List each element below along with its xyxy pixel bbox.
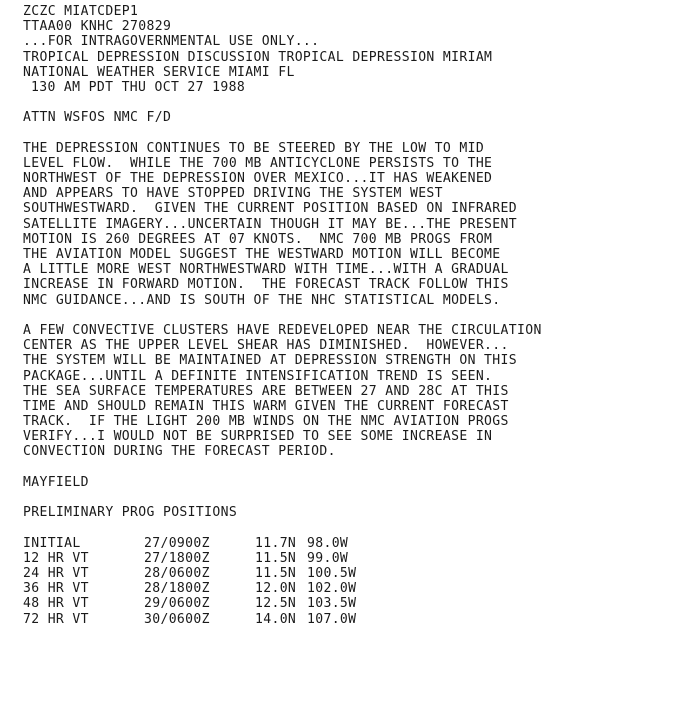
valid-time: 27/0900Z <box>144 535 210 551</box>
text-line: A LITTLE MORE WEST NORTHWESTWARD WITH TIME...WITH A GRADUAL <box>23 262 509 278</box>
forecaster-name: MAYFIELD <box>23 474 89 490</box>
valid-time: 28/1800Z <box>144 581 210 597</box>
forecast-hour: INITIAL <box>23 535 81 551</box>
text-line: THE AVIATION MODEL SUGGEST THE WESTWARD MOTION WILL BECOME <box>23 247 501 262</box>
text-line: NORTHWEST OF THE DEPRESSION OVER MEXICO...IT HAS WEAKENED <box>23 171 493 187</box>
paragraph-steering <box>23 141 673 308</box>
text-line: AND APPEARS TO HAVE STOPPED DRIVING THE SYSTEM WEST <box>23 186 443 202</box>
header-line: ZCZC MIATCDEP1 <box>23 4 139 19</box>
latitude: 11.5N <box>255 565 297 581</box>
longitude: 103.5W <box>307 596 357 612</box>
valid-time: 27/1800Z <box>144 550 210 566</box>
table-row <box>23 566 407 581</box>
latitude: 14.0N <box>255 611 297 627</box>
table-row <box>23 551 407 566</box>
text-line: PACKAGE...UNTIL A DEFINITE INTENSIFICATION TREND IS SEEN. <box>23 368 493 384</box>
forecast-hour: 12 HR VT <box>23 550 89 566</box>
forecast-hour: 48 HR VT <box>23 596 89 612</box>
blank-line <box>23 460 673 475</box>
text-line: A FEW CONVECTIVE CLUSTERS HAVE REDEVELOPED NEAR THE CIRCULATION <box>23 322 542 338</box>
latitude: 12.0N <box>255 581 297 597</box>
text-line: CENTER AS THE UPPER LEVEL SHEAR HAS DIMINISHED. HOWEVER... <box>23 338 509 354</box>
text-line: LEVEL FLOW. WHILE THE 700 MB ANTICYCLONE PERSISTS TO THE <box>23 155 493 171</box>
paragraph-convection <box>23 323 673 460</box>
text-line: INCREASE IN FORWARD MOTION. THE FORECAST TRACK FOLLOW THIS <box>23 277 509 293</box>
text-line: THE DEPRESSION CONTINUES TO BE STEERED BY THE LOW TO MID <box>23 140 485 156</box>
text-line: NMC GUIDANCE...AND IS SOUTH OF THE NHC STATISTICAL MODELS. <box>23 292 501 308</box>
blank-line <box>23 126 673 141</box>
text-line: SATELLITE IMAGERY...UNCERTAIN THOUGH IT MAY BE...THE PRESENT <box>23 216 517 232</box>
message-header <box>23 4 673 95</box>
header-line: TROPICAL DEPRESSION DISCUSSION TROPICAL DEPRESSION MIRIAM <box>23 49 493 65</box>
forecast-hour: 72 HR VT <box>23 611 89 627</box>
issue-time: 130 AM PDT THU OCT 27 1988 <box>31 79 246 95</box>
attention-line: ATTN WSFOS NMC F/D <box>23 110 172 126</box>
table-row <box>23 536 407 551</box>
longitude: 99.0W <box>307 550 349 566</box>
text-line: THE SYSTEM WILL BE MAINTAINED AT DEPRESSION STRENGTH ON THIS <box>23 353 517 369</box>
text-line: CONVECTION DURING THE FORECAST PERIOD. <box>23 444 336 460</box>
forecast-hour: 36 HR VT <box>23 581 89 597</box>
longitude: 100.5W <box>307 565 357 581</box>
longitude: 107.0W <box>307 611 357 627</box>
header-line: ...FOR INTRAGOVERNMENTAL USE ONLY... <box>23 34 320 50</box>
prog-positions-table <box>23 536 407 627</box>
discussion-document <box>23 4 673 627</box>
text-line: MOTION IS 260 DEGREES AT 07 KNOTS. NMC 700 MB PROGS FROM <box>23 231 493 247</box>
blank-line <box>23 95 673 110</box>
text-line: THE SEA SURFACE TEMPERATURES ARE BETWEEN 27 AND 28C AT THIS <box>23 383 509 399</box>
table-row <box>23 596 407 611</box>
longitude: 98.0W <box>307 535 349 551</box>
longitude: 102.0W <box>307 581 357 597</box>
valid-time: 28/0600Z <box>144 565 210 581</box>
valid-time: 29/0600Z <box>144 596 210 612</box>
table-row <box>23 612 407 627</box>
blank-line <box>23 308 673 323</box>
prog-title: PRELIMINARY PROG POSITIONS <box>23 505 238 521</box>
latitude: 11.5N <box>255 550 297 566</box>
blank-line <box>23 520 673 535</box>
latitude: 12.5N <box>255 596 297 612</box>
text-line: VERIFY...I WOULD NOT BE SURPRISED TO SEE SOME INCREASE IN <box>23 429 493 445</box>
table-row <box>23 581 407 596</box>
header-line: NATIONAL WEATHER SERVICE MIAMI FL <box>23 64 295 80</box>
blank-line <box>23 490 673 505</box>
latitude: 11.7N <box>255 535 297 551</box>
text-line: SOUTHWESTWARD. GIVEN THE CURRENT POSITION BASED ON INFRARED <box>23 201 517 217</box>
header-line: TTAA00 KNHC 270829 <box>23 19 172 35</box>
forecast-hour: 24 HR VT <box>23 565 89 581</box>
text-line: TIME AND SHOULD REMAIN THIS WARM GIVEN THE CURRENT FORECAST <box>23 398 509 414</box>
valid-time: 30/0600Z <box>144 611 210 627</box>
text-line: TRACK. IF THE LIGHT 200 MB WINDS ON THE NMC AVIATION PROGS <box>23 414 509 430</box>
